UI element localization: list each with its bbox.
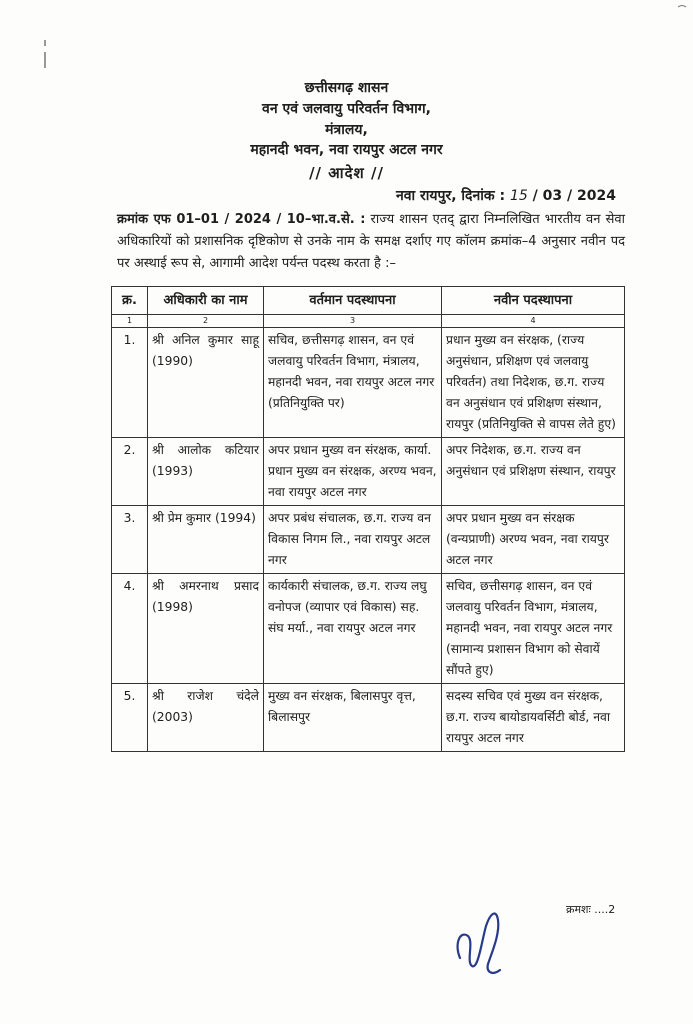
- table-row: [112, 438, 625, 506]
- govt-name: छत्तीसगढ़ शासन: [304, 80, 389, 96]
- row-officer: श्री राजेश चंदेले (2003): [148, 684, 264, 752]
- col-number: 4: [442, 315, 625, 328]
- row-current-posting: अपर प्रधान मुख्य वन संरक्षक, कार्या. प्रधान मुख्य वन संरक्षक, अरण्य भवन, नवा रायपुर अटल नगर: [264, 438, 442, 506]
- col-number: 1: [112, 315, 148, 328]
- continued-marker: क्रमशः ....2: [566, 903, 616, 916]
- order-reference: क्रमांक एफ 01–01 / 2024 / 10–भा.व.से. :: [117, 212, 366, 227]
- date-rest: / 03 / 2024: [532, 188, 616, 204]
- margin-mark-icon: [42, 40, 48, 70]
- table-header-row: [112, 287, 625, 315]
- row-sn: 4.: [112, 574, 148, 684]
- row-sn: 3.: [112, 506, 148, 574]
- signature-icon: [452, 900, 512, 980]
- order-date: [396, 186, 616, 205]
- order-intro-text: राज्य शासन एतद् द्वारा निम्नलिखित भारतीय वन सेवा अधिकारियों को प्रशासनिक दृष्टिकोण से उनके नाम के समक्ष दर्शाए गए कॉलम क्रमांक–4 अनुसार नवीन पद पर अस्थाई रूप से, आगामी आदेश पर्यन्त पदस्थ करता है :–: [117, 212, 625, 271]
- row-new-posting: प्रधान मुख्य वन संरक्षक, (राज्य अनुसंधान, प्रशिक्षण एवं जलवायु परिवर्तन) तथा निदेशक, छ.ग. राज्य वन अनुसंधान एवं प्रशिक्षण संस्थान, रायपुर (प्रतिनियुक्ति से वापस लेते हुए): [442, 328, 625, 438]
- row-new-posting: सदस्य सचिव एवं मुख्य वन संरक्षक, छ.ग. राज्य बायोडायवर्सिटी बोर्ड, नवा रायपुर अटल नगर: [442, 684, 625, 752]
- row-current-posting: अपर प्रबंध संचालक, छ.ग. राज्य वन विकास निगम लि., नवा रायपुर अटल नगर: [264, 506, 442, 574]
- row-current-posting: मुख्य वन संरक्षक, बिलासपुर वृत्त, बिलासपुर: [264, 684, 442, 752]
- row-officer: श्री प्रेम कुमार (1994): [148, 506, 264, 574]
- table-row: [112, 328, 625, 438]
- col-number: 3: [264, 315, 442, 328]
- row-current-posting: कार्यकारी संचालक, छ.ग. राज्य लघु वनोपज (व्यापार एवं विकास) सह. संघ मर्या., नवा रायपुर अटल नगर: [264, 574, 442, 684]
- posting-table: [111, 286, 625, 752]
- table-row: [112, 684, 625, 752]
- header-officer: अधिकारी का नाम: [148, 287, 264, 315]
- table-row: [112, 506, 625, 574]
- department-name: वन एवं जलवायु परिवर्तन विभाग,: [262, 101, 431, 117]
- header-new-posting: नवीन पदस्थापना: [442, 287, 625, 315]
- col-number: 2: [148, 315, 264, 328]
- row-current-posting: सचिव, छत्तीसगढ़ शासन, वन एवं जलवायु परिवर्तन विभाग, मंत्रालय, महानदी भवन, नवा रायपुर अटल नगर (प्रतिनियुक्ति पर): [264, 328, 442, 438]
- office-address: महानदी भवन, नवा रायपुर अटल नगर: [250, 142, 443, 158]
- row-new-posting: सचिव, छत्तीसगढ़ शासन, वन एवं जलवायु परिवर्तन विभाग, मंत्रालय, महानदी भवन, नवा रायपुर अटल नगर (सामान्य प्रशासन विभाग को सेवायें सौंपते हुए): [442, 574, 625, 684]
- row-sn: 5.: [112, 684, 148, 752]
- order-title: // आदेश //: [309, 164, 384, 182]
- corner-mark-icon: [677, 4, 687, 10]
- row-officer: श्री आलोक कटियार (1993): [148, 438, 264, 506]
- date-prefix: नवा रायपुर, दिनांक :: [396, 188, 506, 204]
- date-day: 15: [509, 188, 528, 204]
- column-number-row: [112, 315, 625, 328]
- row-new-posting: अपर प्रधान मुख्य वन संरक्षक (वन्यप्राणी) अरण्य भवन, नवा रायपुर अटल नगर: [442, 506, 625, 574]
- row-new-posting: अपर निदेशक, छ.ग. राज्य वन अनुसंधान एवं प्रशिक्षण संस्थान, रायपुर: [442, 438, 625, 506]
- row-officer: श्री अनिल कुमार साहू (1990): [148, 328, 264, 438]
- table-row: [112, 574, 625, 684]
- ministry-name: मंत्रालय,: [325, 122, 368, 138]
- row-sn: 1.: [112, 328, 148, 438]
- header-sn: क्र.: [112, 287, 148, 315]
- header-current-posting: वर्तमान पदस्थापना: [264, 287, 442, 315]
- order-intro: [117, 209, 625, 275]
- row-sn: 2.: [112, 438, 148, 506]
- row-officer: श्री अमरनाथ प्रसाद (1998): [148, 574, 264, 684]
